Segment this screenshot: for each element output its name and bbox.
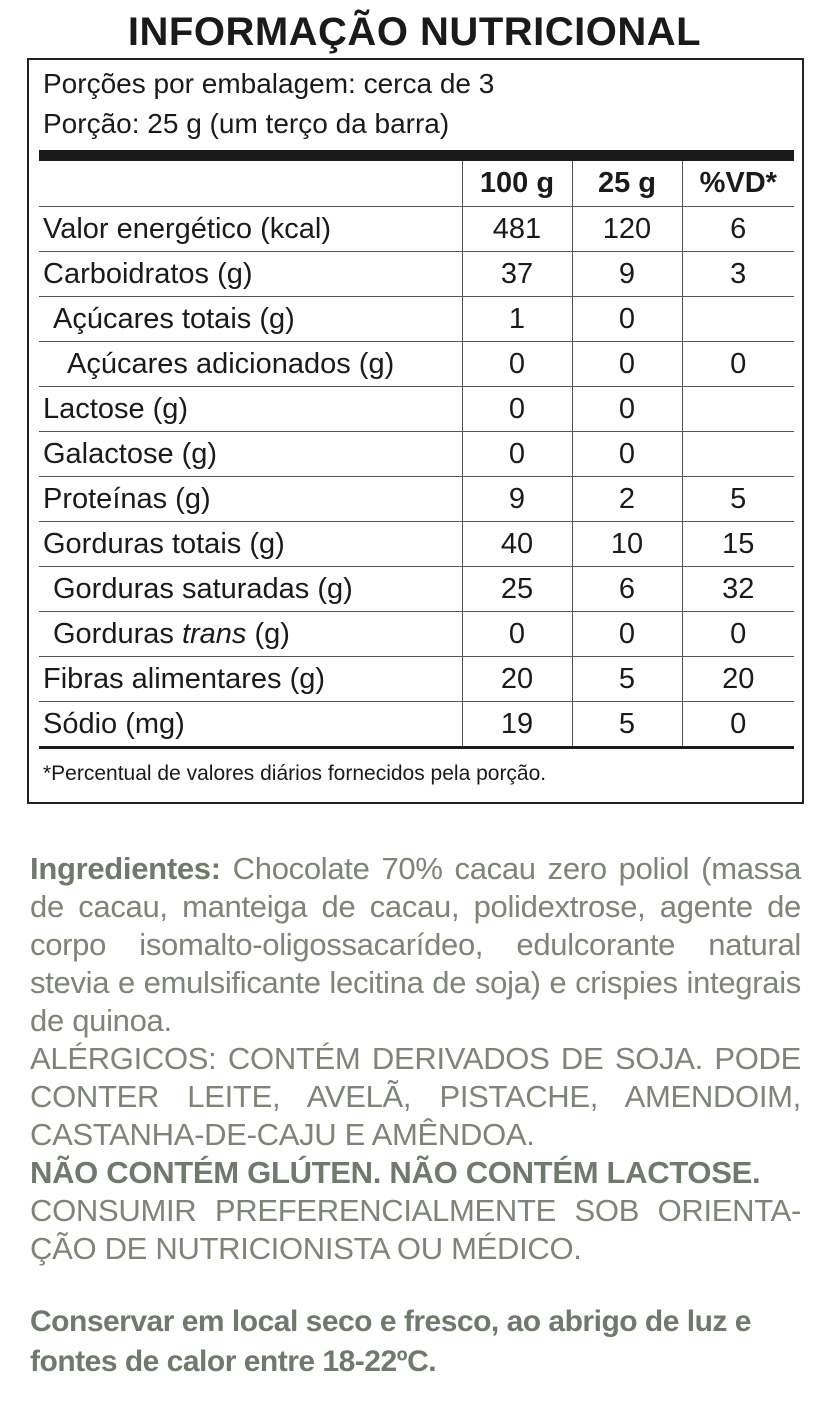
table-row — [39, 252, 794, 297]
ingredients-text: Chocolate 70% cacau zero poliol (massa de cacau, manteiga de cacau, polidextrose, agente de corpo isomalto-oligossacarídeo, edulcorante natural stevia e emulsificante lecitina de soja) e crispies integrais de quinoa. — [30, 851, 801, 1038]
table-row — [39, 522, 794, 567]
ingredients-label: Ingredientes: — [30, 851, 221, 886]
header-25g: 25 g — [572, 161, 682, 207]
value-100g: 37 — [462, 252, 572, 297]
serving-size: Porção: 25 g (um terço da barra) — [43, 108, 450, 139]
value-vd: 15 — [682, 522, 794, 567]
table-row — [39, 612, 794, 657]
value-25g: 0 — [572, 387, 682, 432]
value-25g: 9 — [572, 252, 682, 297]
value-100g: 25 — [462, 567, 572, 612]
table-row — [39, 567, 794, 612]
value-100g: 40 — [462, 522, 572, 567]
row-label: Gorduras saturadas (g) — [39, 567, 462, 612]
ingredients-section — [30, 850, 801, 1268]
value-100g: 0 — [462, 612, 572, 657]
value-100g: 0 — [462, 432, 572, 477]
table-header-row — [39, 161, 794, 207]
label-prefix: Gorduras — [53, 617, 182, 650]
row-label: Sódio (mg) — [39, 702, 462, 748]
table-row — [39, 432, 794, 477]
row-label: Carboidratos (g) — [39, 252, 462, 297]
gluten-lactose-statement: NÃO CONTÉM GLÚTEN. NÃO CONTÉM LACTOSE. — [30, 1155, 761, 1190]
row-label: Açúcares totais (g) — [39, 297, 462, 342]
row-label: Lactose (g) — [39, 387, 462, 432]
value-25g: 2 — [572, 477, 682, 522]
footnote: *Percentual de valores diários fornecidos pela porção. — [43, 762, 547, 785]
value-25g: 10 — [572, 522, 682, 567]
row-label: Fibras alimentares (g) — [39, 657, 462, 702]
value-100g: 19 — [462, 702, 572, 748]
value-100g: 0 — [462, 342, 572, 387]
row-label: Gorduras totais (g) — [39, 522, 462, 567]
value-vd: 0 — [682, 702, 794, 748]
row-label: Açúcares adicionados (g) — [39, 342, 462, 387]
value-25g: 0 — [572, 342, 682, 387]
ingredients-paragraph — [30, 850, 801, 1040]
thick-divider — [39, 150, 794, 161]
table-row — [39, 342, 794, 387]
value-vd: 0 — [682, 342, 794, 387]
value-100g: 1 — [462, 297, 572, 342]
value-vd: 0 — [682, 612, 794, 657]
value-100g: 9 — [462, 477, 572, 522]
storage-instructions: Conservar em local seco e fresco, ao abrigo de luz e fontes de calor entre 18-22ºC. — [30, 1305, 751, 1378]
value-100g: 20 — [462, 657, 572, 702]
value-100g: 481 — [462, 207, 572, 252]
value-100g: 0 — [462, 387, 572, 432]
value-25g: 0 — [572, 432, 682, 477]
value-vd — [682, 432, 794, 477]
value-25g: 5 — [572, 702, 682, 748]
allergens-text: ALÉRGICOS: CONTÉM DERIVADOS DE SOJA. PODE CONTER LEITE, AVELÃ, PISTACHE, AMENDOIM, CASTANHA-DE-CAJU E AMÊNDOA. — [30, 1041, 801, 1152]
row-label — [39, 612, 462, 657]
value-vd — [682, 297, 794, 342]
row-label: Galactose (g) — [39, 432, 462, 477]
nutrition-table — [39, 161, 794, 749]
value-vd — [682, 387, 794, 432]
servings-per-package: Porções por embalagem: cerca de 3 — [43, 68, 495, 99]
value-25g: 120 — [572, 207, 682, 252]
value-vd: 32 — [682, 567, 794, 612]
header-label — [39, 161, 462, 207]
table-row — [39, 477, 794, 522]
value-25g: 5 — [572, 657, 682, 702]
value-25g: 0 — [572, 612, 682, 657]
table-row — [39, 387, 794, 432]
table-row — [39, 207, 794, 252]
row-label: Proteínas (g) — [39, 477, 462, 522]
value-25g: 6 — [572, 567, 682, 612]
recommendation-text: CONSUMIR PREFERENCIALMENTE SOB ORIENTA-ÇÃO DE NUTRICIONISTA OU MÉDICO. — [30, 1193, 801, 1266]
table-row — [39, 657, 794, 702]
value-vd: 6 — [682, 207, 794, 252]
label-italic: trans — [181, 617, 247, 650]
value-vd: 5 — [682, 477, 794, 522]
page-title: INFORMAÇÃO NUTRICIONAL — [127, 10, 702, 54]
table-row — [39, 702, 794, 748]
label-suffix: (g) — [246, 617, 290, 650]
value-vd: 3 — [682, 252, 794, 297]
header-100g: 100 g — [462, 161, 572, 207]
value-25g: 0 — [572, 297, 682, 342]
value-vd: 20 — [682, 657, 794, 702]
nutrition-facts-panel — [27, 58, 804, 804]
row-label: Valor energético (kcal) — [39, 207, 462, 252]
table-row — [39, 297, 794, 342]
header-vd: %VD* — [682, 161, 794, 207]
